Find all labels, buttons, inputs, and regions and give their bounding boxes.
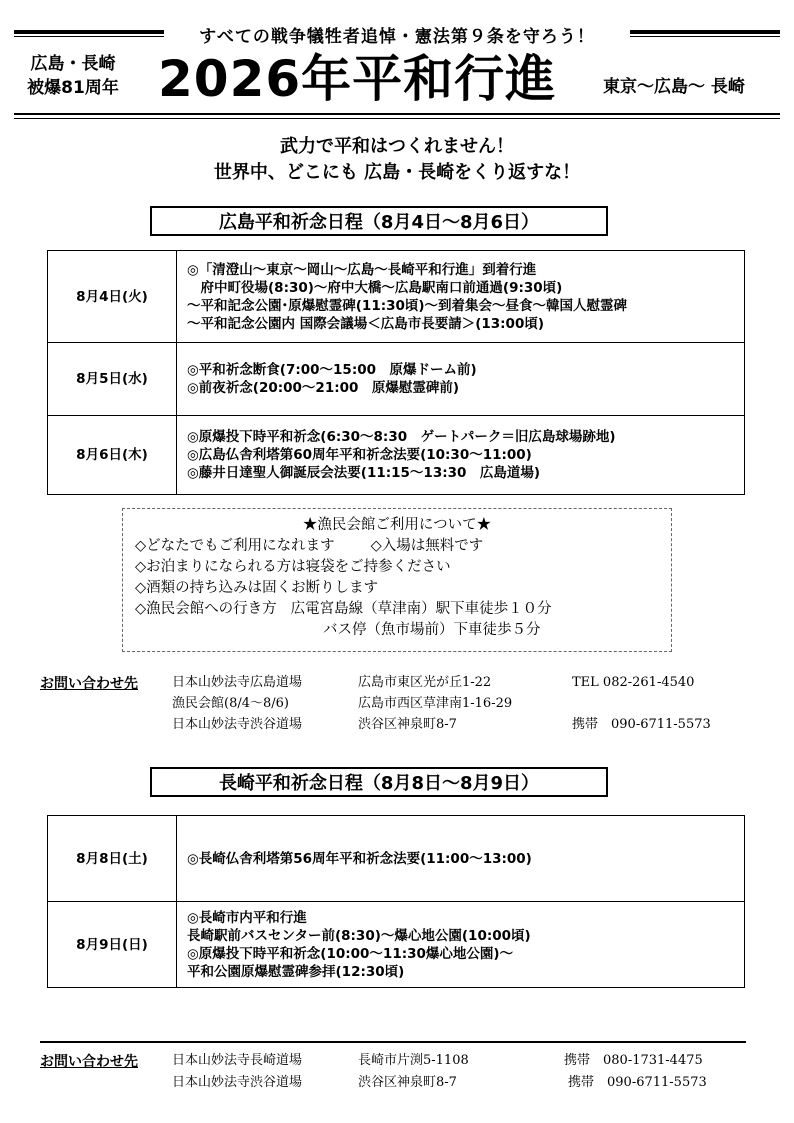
nagasaki-schedule-table (47, 815, 745, 988)
schedule-line: ◎原爆投下時平和祈念(10:00～11:30爆心地公園)～ (187, 945, 514, 962)
schedule-line: 平和公園原爆慰霊碑参拝(12:30頃) (187, 963, 405, 980)
contact-name: 日本山妙法寺広島道場 (172, 675, 303, 690)
schedule-line: ◎平和祈念断食(7:00～15:00 原爆ドーム前) (187, 362, 477, 378)
notice-line: ◇お泊まりになられる方は寝袋をご持参ください (135, 559, 451, 575)
schedule-line: ◎「清澄山～東京～岡山～広島～長崎平和行進」到着行進 (187, 261, 537, 278)
contact-name: 日本山妙法寺長崎道場 (172, 1053, 303, 1068)
table-row (48, 902, 745, 988)
contact-phone: TEL 082-261-4540 (572, 675, 695, 690)
schedule-date: 8月6日(木) (48, 416, 177, 495)
contact-phone: 携帯 090-6711-5573 (572, 717, 711, 732)
notice-item: ◇どなたでもご利用になれます (135, 538, 335, 554)
notice-title: ★漁民会館ご利用について★ (302, 517, 492, 533)
notice-line: バス停（魚市場前）下車徒歩５分 (323, 622, 541, 638)
contact-list (172, 672, 772, 738)
hiroshima-schedule-table (47, 250, 745, 495)
schedule-line: ～平和記念公園･原爆慰霊碑(11:30頃)～到着集会～昼食～韓国人慰霊碑 (187, 297, 628, 314)
schedule-content (177, 416, 745, 495)
schedule-line: ◎前夜祈念(20:00～21:00 原爆慰霊碑前) (187, 380, 460, 396)
schedule-date: 8月9日(日) (48, 902, 177, 988)
hiroshima-section-title: 広島平和祈念日程（8月4日～8月6日） (150, 206, 608, 236)
contact-label: お問い合わせ先 (40, 676, 138, 692)
route-label: 東京～広島～ 長崎 (603, 77, 745, 97)
notice-line (135, 536, 671, 557)
contact-name: 漁民会館(8/4～8/6) (172, 696, 289, 711)
notice-item: 広電宮島線（草津南）駅下車徒歩１０分 (290, 601, 552, 617)
contact-phone: 携帯 080-1731-4475 (564, 1053, 703, 1068)
schedule-date: 8月4日(火) (48, 251, 177, 343)
schedule-line: ◎藤井日達聖人御誕辰会法要(11:15～13:30 広島道場) (187, 465, 541, 481)
contact-address: 渋谷区神泉町8-7 (358, 717, 457, 732)
contact-name: 日本山妙法寺渋谷道場 (172, 717, 303, 732)
table-row (48, 251, 745, 343)
schedule-line: ◎長崎市内平和行進 (187, 909, 307, 926)
page-title: 2026年平和行進 (158, 50, 557, 108)
contact-name: 日本山妙法寺渋谷道場 (172, 1075, 303, 1090)
header-rule-bottom-thin (14, 118, 780, 119)
schedule-content (177, 902, 745, 988)
schedule-date: 8月5日(水) (48, 343, 177, 416)
notice-box (122, 508, 672, 652)
schedule-line: 長崎駅前バスセンター前(8:30)～爆心地公園(10:00頃) (187, 927, 531, 944)
notice-item: ◇漁民会館への行き方 (135, 601, 277, 617)
contact-address: 渋谷区神泉町8-7 (358, 1075, 457, 1090)
schedule-line: ～平和記念公園内 国際会議場＜広島市長要請＞(13:00頃) (187, 315, 545, 332)
header-rule-bottom (14, 113, 780, 115)
anniversary-label (18, 52, 128, 100)
message-line-1: 武力で平和はつくれません！ (280, 136, 514, 157)
notice-line (135, 599, 671, 620)
slogan: すべての戦争犠牲者追悼・憲法第９条を守ろう！ (199, 27, 595, 47)
schedule-line: 府中町役場(8:30)～府中大橋～広島駅南口前通過(9:30頃) (187, 279, 563, 296)
nagasaki-section-title: 長崎平和祈念日程（8月8日～8月9日） (150, 767, 608, 797)
contact-address: 広島市西区草津南1-16-29 (358, 696, 513, 711)
schedule-line: ◎広島仏舎利塔第60周年平和祈念法要(10:30～11:00) (187, 447, 532, 463)
contact-address: 広島市東区光が丘1-22 (358, 675, 492, 690)
notice-item: ◇入場は無料です (370, 538, 484, 554)
notice-line: ◇酒類の持ち込みは固くお断りします (135, 580, 379, 596)
schedule-date: 8月8日(土) (48, 816, 177, 902)
schedule-content (177, 343, 745, 416)
schedule-content (177, 816, 745, 902)
contact-list (172, 1050, 772, 1094)
table-row (48, 816, 745, 902)
message-line-2: 世界中、どこにも 広島・長崎をくり返すな！ (213, 162, 581, 183)
anniversary-line-1: 広島・長崎 (30, 54, 116, 74)
schedule-content (177, 251, 745, 343)
contact-label: お問い合わせ先 (40, 1054, 138, 1070)
anniversary-line-2: 被爆81周年 (27, 78, 119, 98)
footer-rule (40, 1041, 746, 1043)
contact-address: 長崎市片渕5-1108 (358, 1053, 469, 1068)
table-row (48, 343, 745, 416)
contact-phone: 携帯 090-6711-5573 (568, 1075, 707, 1090)
schedule-line: ◎長崎仏舎利塔第56周年平和祈念法要(11:00～13:00) (187, 850, 532, 867)
schedule-line: ◎原爆投下時平和祈念(6:30～8:30 ゲートパーク＝旧広島球場跡地) (187, 429, 616, 445)
table-row (48, 416, 745, 495)
